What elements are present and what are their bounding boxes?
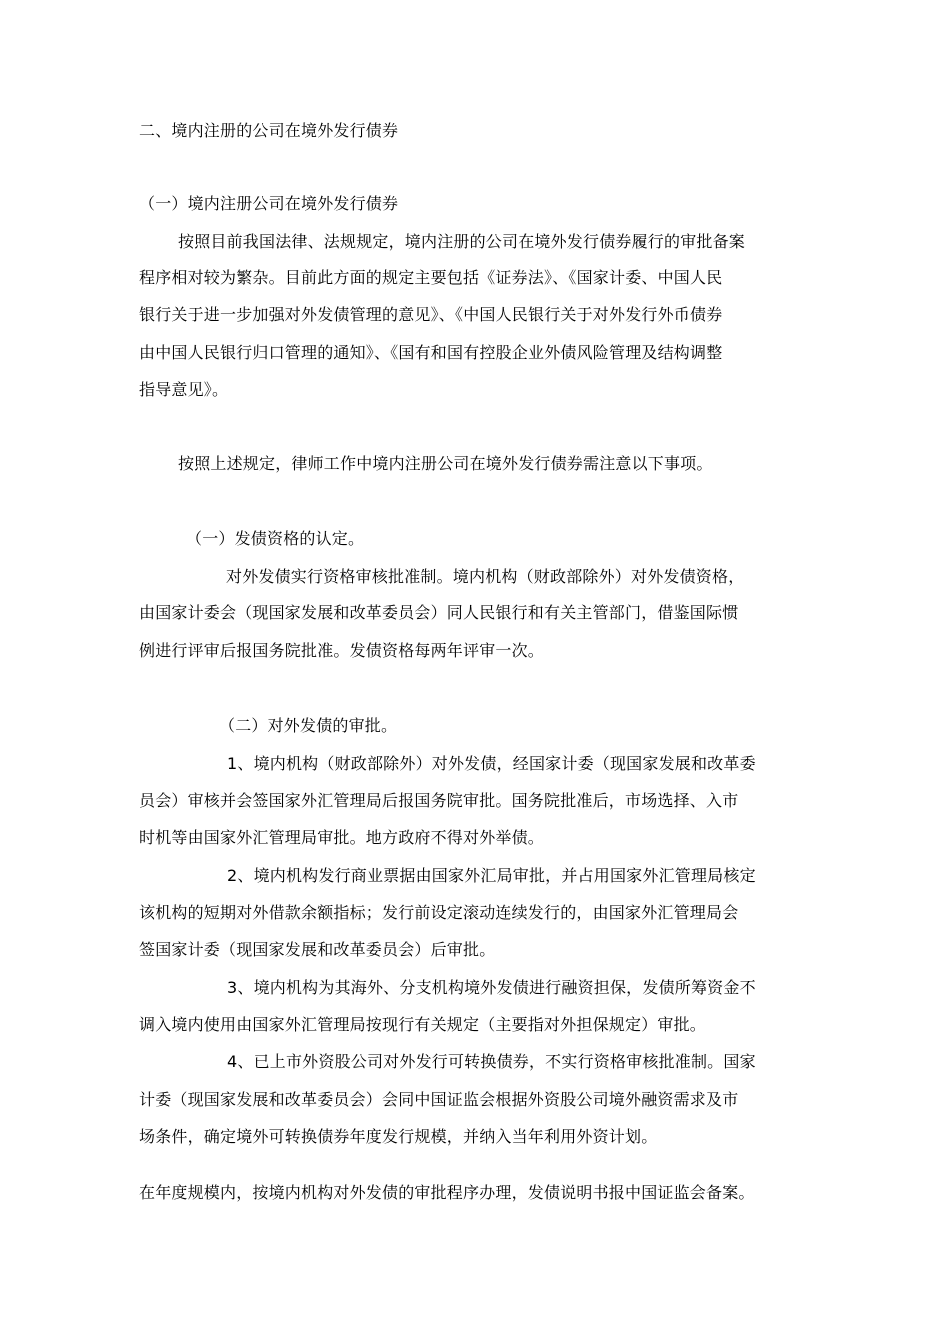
notice-line: 按照上述规定，律师工作中境内注册公司在境外发行债券需注意以下事项。 — [178, 454, 713, 473]
item4-line-3: 场条件，确定境外可转换债券年度发行规模，并纳入当年利用外资计划。 — [139, 1127, 658, 1146]
intro-line-1: 按照目前我国法律、法规规定，境内注册的公司在境外发行债券履行的审批备案 — [178, 232, 746, 251]
item2-line-3: 签国家计委（现国家发展和改革委员会）后审批。 — [139, 940, 496, 959]
item2-line-1: 2、境内机构发行商业票据由国家外汇局审批，并占用国家外汇管理局核定 — [227, 866, 756, 885]
document-heading: 二、境内注册的公司在境外发行债券 — [139, 121, 399, 140]
section1-line-1: 对外发债实行资格审核批准制。境内机构（财政部除外）对外发债资格， — [226, 567, 745, 586]
section1-line-2: 由国家计委会（现国家发展和改革委员会）同人民银行和有关主管部门，借鉴国际惯 — [139, 603, 739, 622]
section1-title: （一）发债资格的认定。 — [186, 529, 365, 548]
intro-line-3: 银行关于进一步加强对外发债管理的意见》、《中国人民银行关于对外发行外币债券 — [139, 305, 723, 324]
item3-line-1: 3、境内机构为其海外、分支机构境外发债进行融资担保，发债所筹资金不 — [227, 978, 756, 997]
item4-line-1: 4、已上市外资股公司对外发行可转换债券，不实行资格审核批准制。国家 — [227, 1052, 756, 1071]
item3-line-2: 调入境内使用由国家外汇管理局按现行有关规定（主要指对外担保规定）审批。 — [139, 1015, 707, 1034]
intro-line-4: 由中国人民银行归口管理的通知》、《国有和国有控股企业外债风险管理及结构调整 — [139, 343, 723, 362]
item1-line-2: 员会）审核并会签国家外汇管理局后报国务院审批。国务院批准后，市场选择、入市 — [139, 791, 739, 810]
item2-line-2: 该机构的短期对外借款余额指标；发行前设定滚动连续发行的，由国家外汇管理局会 — [139, 903, 739, 922]
section2-title: （二）对外发债的审批。 — [219, 716, 398, 735]
closing-line: 在年度规模内，按境内机构对外发债的审批程序办理，发债说明书报中国证监会备案。 — [139, 1183, 755, 1202]
intro-line-5: 指导意见》。 — [139, 380, 229, 399]
item1-line-3: 时机等由国家外汇管理局审批。地方政府不得对外举债。 — [139, 828, 545, 847]
section1-line-3: 例进行评审后报国务院批准。发债资格每两年评审一次。 — [139, 641, 545, 660]
intro-line-2: 程序相对较为繁杂。目前此方面的规定主要包括《证券法》、《国家计委、中国人民 — [139, 268, 723, 287]
item1-line-1: 1、境内机构（财政部除外）对外发债，经国家计委（现国家发展和改革委 — [227, 754, 756, 773]
item4-line-2: 计委（现国家发展和改革委员会）会同中国证监会根据外资股公司境外融资需求及市 — [139, 1090, 739, 1109]
document-subheading: （一）境内注册公司在境外发行债券 — [139, 194, 399, 213]
